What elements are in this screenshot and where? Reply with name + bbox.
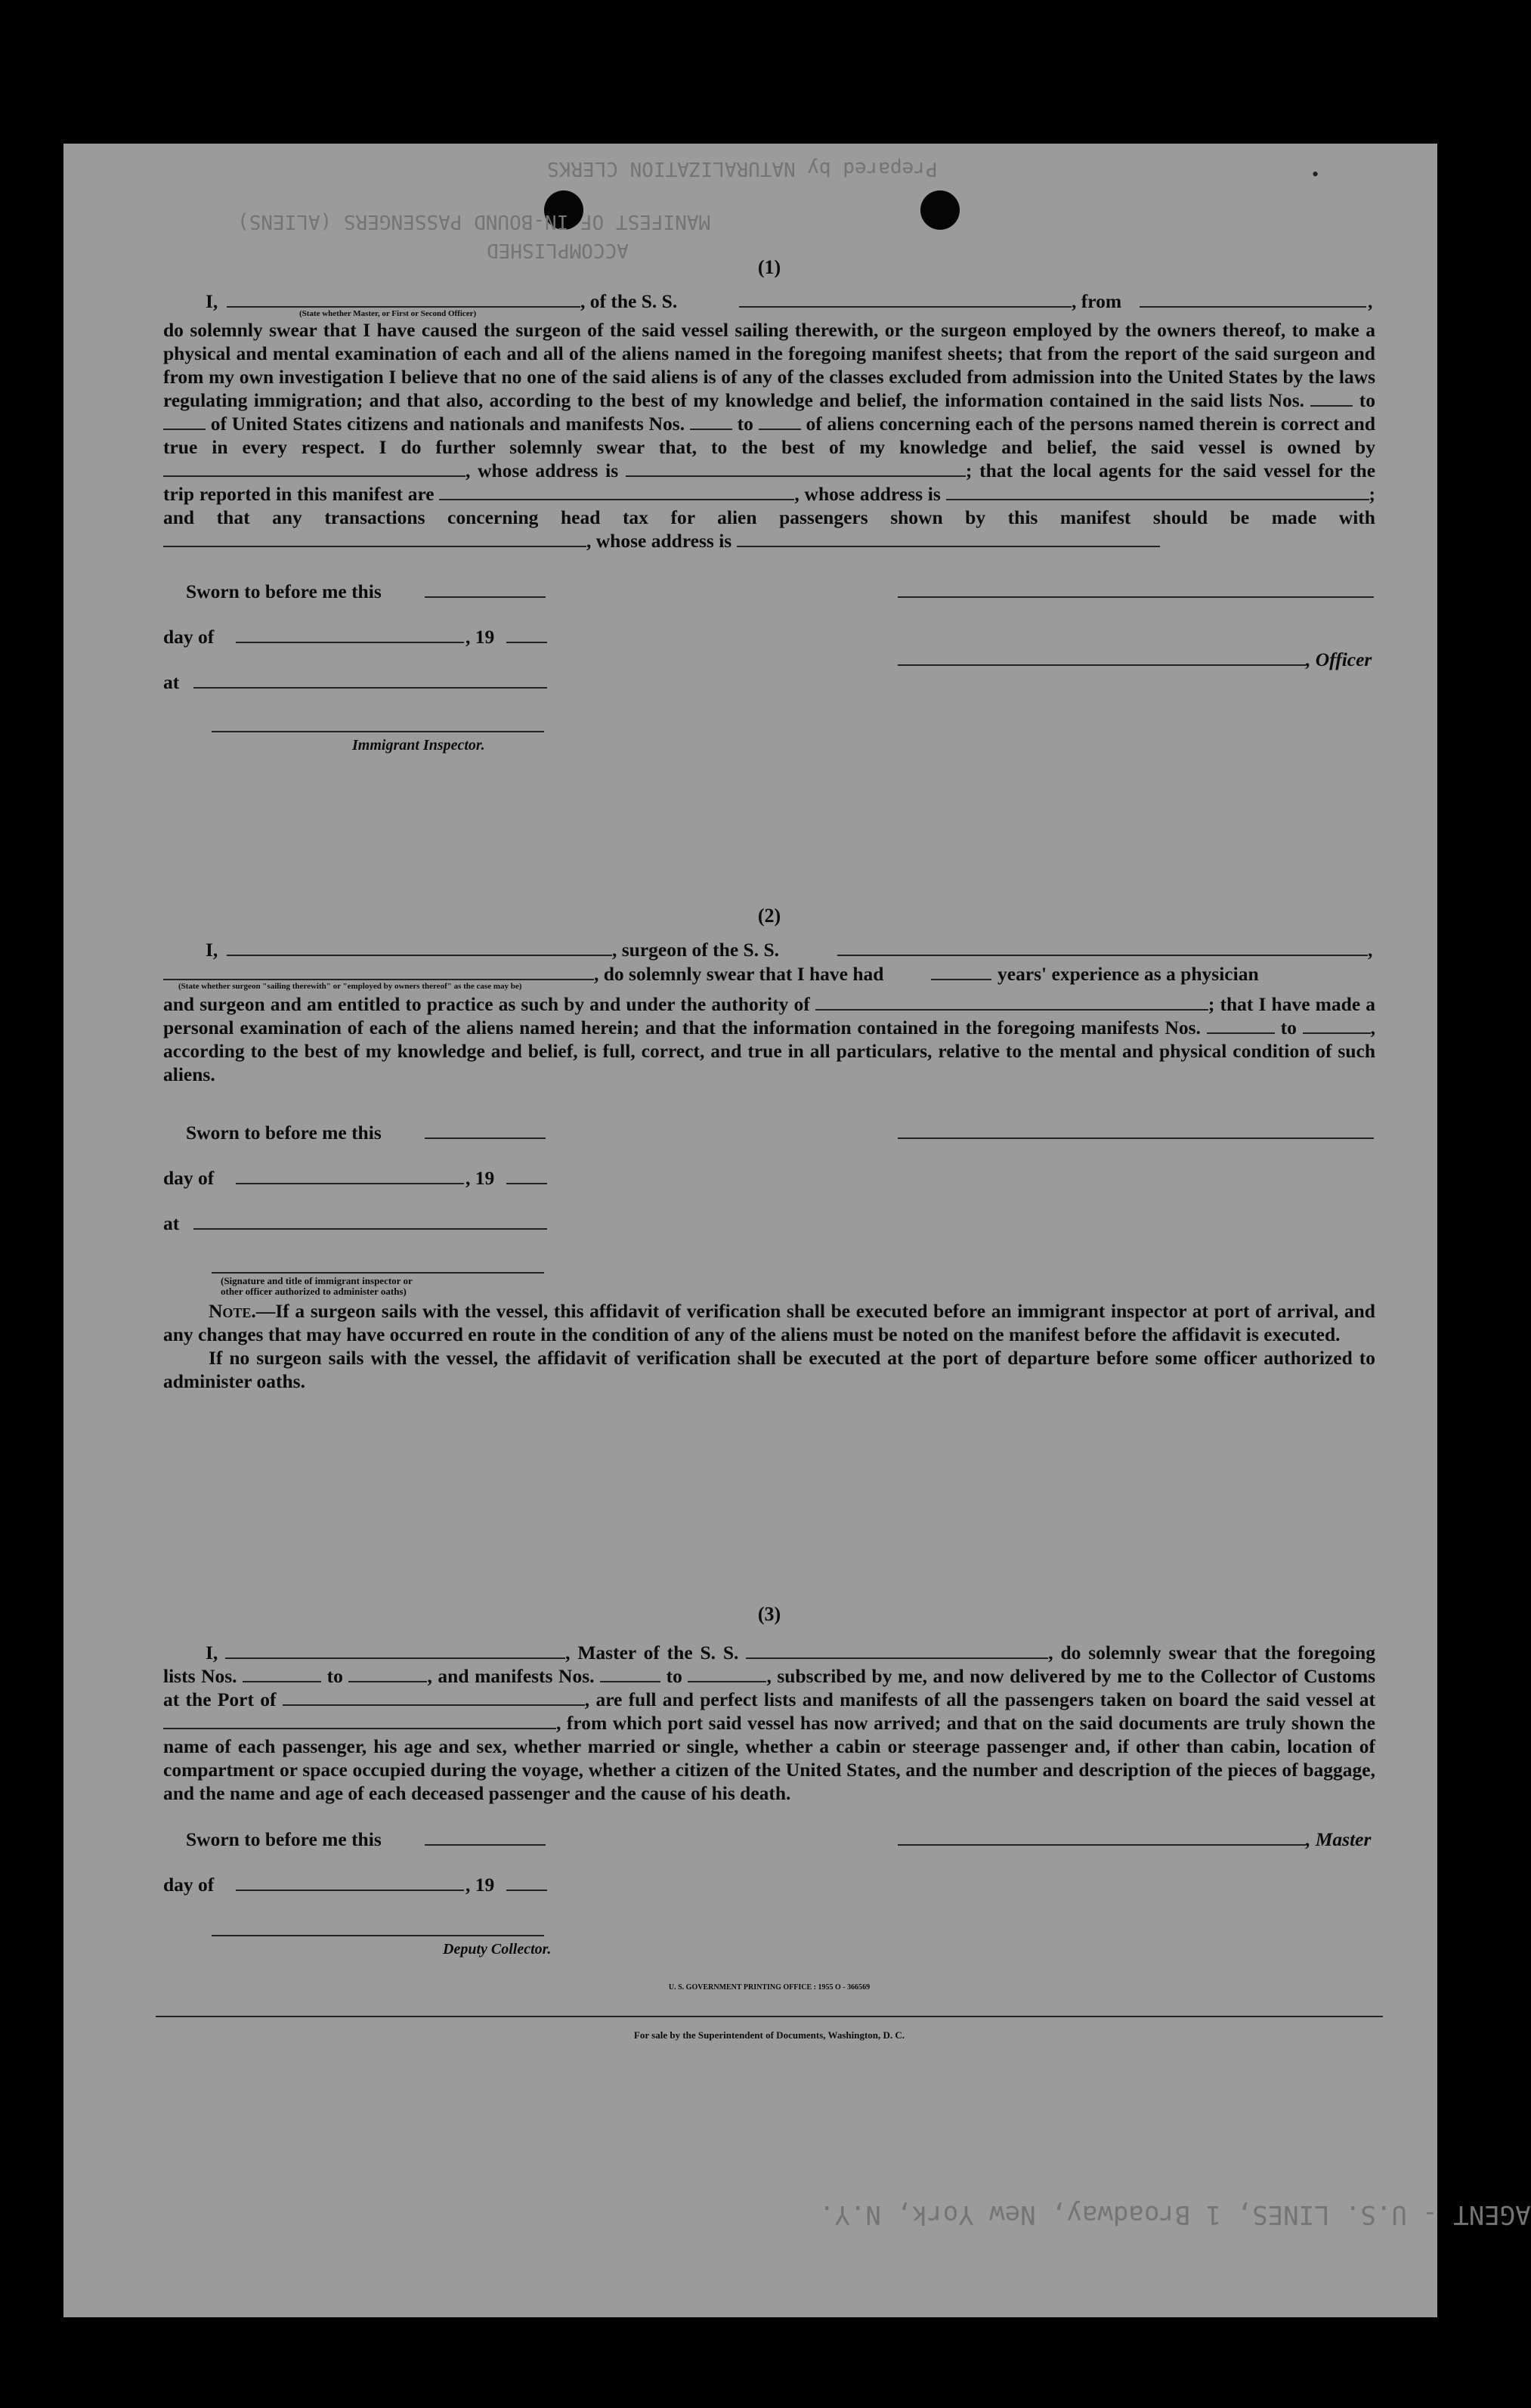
lists-to-field[interactable] — [348, 1664, 427, 1682]
label-solemnly: , do solemnly swear that I have had — [594, 963, 884, 985]
ghost-text-line2: MANIFEST OF IN-BOUND PASSENGERS (ALIENS) — [237, 210, 711, 233]
vessel-name-field[interactable] — [739, 306, 1072, 308]
gpo-imprint: U. S. GOVERNMENT PRINTING OFFICE : 1955 O - 366569 — [668, 1983, 871, 1992]
surgeon-line — [163, 938, 1375, 991]
owner-address-field[interactable] — [626, 459, 966, 477]
for-sale-line: For sale by the Superintendent of Documents, Washington, D. C. — [633, 2029, 905, 2041]
lists-from-field[interactable] — [1310, 388, 1353, 407]
section-number: (2) — [757, 905, 781, 927]
at-field[interactable] — [193, 687, 547, 689]
surgeon-note: (State whether surgeon "sailing therewith" or "employed by owners thereof" as the case may be) — [178, 982, 522, 991]
section-1-oath — [163, 580, 1375, 761]
sworn-date-field[interactable] — [425, 596, 546, 598]
label-surgeon-of: , surgeon of the S. S. — [612, 939, 780, 961]
port-taken-field[interactable] — [163, 1711, 556, 1729]
inspector-label: Immigrant Inspector. — [352, 737, 485, 754]
owner-field[interactable] — [163, 459, 465, 477]
section-2 — [163, 904, 1375, 1393]
year-field[interactable] — [506, 1890, 547, 1891]
section-1-body: do solemnly swear that I have caused the surgeon of the said vessel sailing therewith, or the surgeon employed by the owners thereof, to make a physical and mental examination of each and all of the aliens named in the foregoing manifest sheets; that from the report of the said surgeon and from my own investigation I believe that no one of the said aliens is of any of the classes excluded from admission into the United States by the laws regulating immigration; and that also, according to the best of my knowledge and belief, the information contained in the said lists Nos. to of United States citizens and nationals and manifests Nos. to of aliens concerning each of the persons named therein is correct and true in every respect. I do further solemnly swear that, to the best of my knowledge and belief, the said vessel is owned by , whose address is ; that the local agents for the said vessel for the trip reported in this manifest are , whose address is ; and that any transactions concerning head tax for alien passengers shown by this manifest should be made with , whose address is — [163, 319, 1376, 552]
sworn-label: Sworn to before me this — [186, 1828, 382, 1850]
master-name-field[interactable] — [225, 1641, 565, 1659]
officer-signature-line-2[interactable] — [898, 664, 1306, 666]
manifests-from-field[interactable] — [1207, 1016, 1275, 1034]
surgeon-signature-line[interactable] — [898, 1137, 1374, 1139]
day-of-field[interactable] — [236, 1890, 464, 1891]
day-of-label: day of — [163, 1167, 215, 1189]
manifests-to-field[interactable] — [759, 412, 801, 430]
day-of-field[interactable] — [236, 642, 464, 643]
year-label: , 19 — [465, 1874, 495, 1896]
master-vessel-field[interactable] — [746, 1641, 1048, 1659]
officer-signature-line-1[interactable] — [898, 596, 1374, 598]
from-port-field[interactable] — [1140, 306, 1366, 308]
manifests-to-field[interactable] — [688, 1664, 766, 1682]
officer-label: , Officer — [1306, 648, 1372, 670]
ghost-text-line3: ACCOMPLISHED — [487, 239, 629, 262]
year-label: , 19 — [465, 626, 495, 648]
section-3 — [163, 1602, 1375, 2047]
note-paragraph: Note.—If a surgeon sails with the vessel, this affidavit of verification shall be executed before an immigrant inspector at port of arrival, and any changes that may have occurred en route in the condition of any of the aliens must be noted on the manifest before the affidavit is executed. — [163, 1300, 1375, 1345]
manifests-from-field[interactable] — [690, 412, 732, 430]
manifests-from-field[interactable] — [600, 1664, 660, 1682]
year-field[interactable] — [506, 1183, 547, 1184]
label-years: years' experience as a physician — [997, 963, 1259, 985]
surgeon-status-field[interactable] — [163, 979, 594, 980]
section-3-oath — [163, 1828, 1375, 1956]
head-tax-address-field[interactable] — [737, 529, 1160, 547]
sig-note-line1: (Signature and title of immigrant inspector or — [221, 1275, 413, 1286]
corner-mark: • — [1312, 163, 1319, 185]
sworn-label: Sworn to before me this — [186, 1122, 382, 1144]
at-label: at — [163, 1212, 180, 1234]
lists-from-field[interactable] — [243, 1664, 321, 1682]
deputy-signature-field[interactable] — [212, 1935, 544, 1936]
surgeon-vessel-field[interactable] — [837, 955, 1368, 956]
head-tax-agent-field[interactable] — [163, 529, 586, 547]
port-of-field[interactable] — [283, 1688, 585, 1706]
inspector-signature-field[interactable] — [212, 731, 544, 732]
master-signature-line[interactable] — [898, 1844, 1306, 1846]
at-label: at — [163, 671, 180, 693]
inspector-signature-field[interactable] — [212, 1272, 544, 1274]
sworn-label: Sworn to before me this — [186, 580, 382, 602]
section-1 — [163, 255, 1375, 761]
sig-note-line2: other officer authorized to administer oaths) — [221, 1286, 407, 1297]
lists-to-field[interactable] — [163, 412, 206, 430]
section-2-body: and surgeon and am entitled to practice as such by and under the authority of ; that I have made a personal examination of each of the aliens named herein; and that the information contained in the foregoing manifests Nos. to , according to the best of my knowledge and belief, is full, correct, and true in all particulars, relative to the mental and physical condition of such aliens. — [163, 993, 1376, 1085]
section-number: (3) — [757, 1603, 781, 1625]
label-I: I, — [206, 939, 218, 961]
officer-line — [163, 289, 1375, 318]
agents-address-field[interactable] — [946, 482, 1369, 500]
ghost-stamp: AGENT - U.S. LINES, 1 Broadway, New York, N.Y. — [819, 2199, 1531, 2230]
label-I: I, — [206, 290, 218, 312]
day-of-field[interactable] — [236, 1183, 464, 1184]
section-2-oath — [163, 1121, 1375, 1299]
years-field[interactable] — [931, 979, 991, 980]
year-field[interactable] — [506, 642, 547, 643]
manifests-to-field[interactable] — [1303, 1016, 1371, 1034]
ghost-text-line1: Prepared by NATURALIZATION CLERKS — [547, 157, 938, 180]
deputy-label: Deputy Collector. — [443, 1941, 552, 1958]
officer-name-field[interactable] — [227, 306, 580, 308]
sworn-date-field[interactable] — [425, 1137, 546, 1139]
section-number: (1) — [757, 256, 781, 278]
end-comma: , — [1368, 939, 1373, 961]
day-of-label: day of — [163, 1874, 215, 1896]
end-comma: , — [1368, 290, 1373, 312]
authority-field[interactable] — [815, 992, 1208, 1011]
sworn-date-field[interactable] — [425, 1844, 546, 1846]
label-from: , from — [1072, 290, 1122, 312]
master-label: , Master — [1306, 1828, 1372, 1850]
note-label: Note. — [209, 1300, 256, 1322]
officer-note: (State whether Master, or First or Second Officer) — [299, 309, 477, 318]
surgeon-name-field[interactable] — [227, 955, 612, 956]
footer-rule — [156, 2016, 1383, 2017]
at-field[interactable] — [193, 1228, 547, 1230]
form-page — [63, 144, 1531, 2317]
section-3-body: I, , Master of the S. S. , do solemnly swear that the foregoing lists Nos. to , and manifests Nos. to , subscribed by me, and now delivered by me to the Collector of Customs at the Port of , are full and perfect lists and manifests of all the passengers taken on board the said vessel at , from which port said vessel has now arrived; and that on the said documents are truly shown the name of each passenger, his age and sex, whether married or single, whether a cabin or steerage passenger and, if other than cabin, location of compartment or space occupied during the voyage, whether a citizen of the United States, and the number and description of the pieces of baggage, and the name and age of each deceased passenger and the cause of his death. — [163, 1642, 1376, 1804]
day-of-label: day of — [163, 626, 215, 648]
note-paragraph-2: If no surgeon sails with the vessel, the affidavit of verification shall be executed at the port of departure before some officer authorized to administer oaths. — [163, 1347, 1375, 1392]
label-of-ss: , of the S. S. — [580, 290, 678, 312]
punch-hole-right — [920, 190, 960, 230]
year-label: , 19 — [465, 1167, 495, 1189]
agents-field[interactable] — [439, 482, 794, 500]
